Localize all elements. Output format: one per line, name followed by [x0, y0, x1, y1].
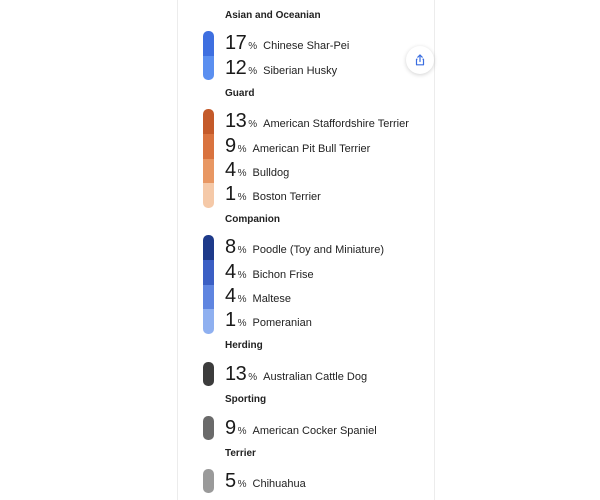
- breed-row[interactable]: [225, 261, 314, 285]
- breed-percentage: 17: [225, 32, 247, 54]
- group-title: Companion: [225, 214, 280, 225]
- bar-segment: [203, 260, 214, 285]
- breed-row[interactable]: [225, 285, 291, 309]
- breed-name: Maltese: [252, 293, 292, 305]
- group-color-bar: [203, 362, 214, 386]
- breed-percentage: 9: [225, 135, 236, 157]
- percent-sign: %: [237, 318, 247, 329]
- percent-sign: %: [248, 66, 258, 77]
- breed-percentage: 5: [225, 470, 236, 492]
- percent-sign: %: [237, 144, 247, 155]
- breed-percentage: 12: [225, 57, 247, 79]
- percent-sign: %: [237, 426, 247, 437]
- bar-segment: [203, 56, 214, 81]
- share-button[interactable]: [406, 46, 434, 74]
- breed-percentage: 13: [225, 110, 247, 132]
- breed-group: [203, 448, 433, 494]
- percent-sign: %: [237, 192, 247, 203]
- percent-sign: %: [237, 270, 247, 281]
- group-color-bar: [203, 416, 214, 440]
- breed-name: Chinese Shar-Pei: [263, 40, 350, 52]
- bar-segment: [203, 31, 214, 56]
- breed-name: Pomeranian: [252, 317, 312, 329]
- group-color-bar: [203, 469, 214, 493]
- breed-row[interactable]: [225, 236, 384, 260]
- breed-percentage: 8: [225, 236, 236, 258]
- bar-segment: [203, 469, 214, 493]
- group-color-bar: [203, 31, 214, 80]
- breed-name: Poodle (Toy and Miniature): [252, 244, 384, 256]
- bar-segment: [203, 416, 214, 440]
- percent-sign: %: [237, 168, 247, 179]
- percent-sign: %: [237, 479, 247, 490]
- percent-sign: %: [248, 119, 258, 130]
- breed-name: Siberian Husky: [263, 65, 338, 77]
- group-title: Guard: [225, 88, 255, 99]
- group-title: Asian and Oceanian: [225, 10, 321, 21]
- breed-group: [203, 88, 433, 207]
- ancestry-breakdown-panel: [177, 0, 435, 500]
- group-color-bar: [203, 235, 214, 334]
- breed-percentage: 9: [225, 417, 236, 439]
- breed-row[interactable]: [225, 32, 349, 56]
- breed-row[interactable]: [225, 417, 377, 441]
- breed-percentage: 4: [225, 261, 236, 283]
- breed-percentage: 1: [225, 183, 236, 205]
- percent-sign: %: [237, 245, 247, 256]
- breed-group: [203, 214, 433, 333]
- breed-percentage: 13: [225, 363, 247, 385]
- bar-segment: [203, 235, 214, 260]
- group-color-bar: [203, 109, 214, 208]
- share-icon: [414, 54, 426, 66]
- breed-row[interactable]: [225, 309, 312, 333]
- group-title: Herding: [225, 340, 263, 351]
- breed-name: Australian Cattle Dog: [263, 371, 368, 383]
- percent-sign: %: [237, 294, 247, 305]
- breed-row[interactable]: [225, 183, 321, 207]
- percent-sign: %: [248, 41, 258, 52]
- bar-segment: [203, 134, 214, 159]
- breed-row[interactable]: [225, 363, 367, 387]
- percent-sign: %: [248, 372, 258, 383]
- bar-segment: [203, 309, 214, 334]
- bar-segment: [203, 362, 214, 386]
- breed-row[interactable]: [225, 159, 289, 183]
- breed-name: American Staffordshire Terrier: [263, 118, 409, 130]
- bar-segment: [203, 285, 214, 310]
- breed-row[interactable]: [225, 470, 306, 494]
- breed-row[interactable]: [225, 110, 409, 134]
- bar-segment: [203, 159, 214, 184]
- breed-group: [203, 340, 433, 387]
- bar-segment: [203, 109, 214, 134]
- breed-name: American Cocker Spaniel: [252, 425, 377, 437]
- bar-segment: [203, 183, 214, 208]
- breed-group: [203, 394, 433, 441]
- breed-percentage: 1: [225, 309, 236, 331]
- breed-name: American Pit Bull Terrier: [252, 143, 371, 155]
- breed-name: Boston Terrier: [252, 191, 321, 203]
- group-title: Terrier: [225, 448, 256, 459]
- breed-name: Chihuahua: [252, 478, 306, 490]
- breed-group: [203, 10, 433, 81]
- breed-row[interactable]: [225, 57, 337, 81]
- breed-name: Bichon Frise: [252, 269, 314, 281]
- breed-name: Bulldog: [252, 167, 290, 179]
- group-title: Sporting: [225, 394, 267, 405]
- breed-percentage: 4: [225, 285, 236, 307]
- breed-row[interactable]: [225, 135, 370, 159]
- breed-percentage: 4: [225, 159, 236, 181]
